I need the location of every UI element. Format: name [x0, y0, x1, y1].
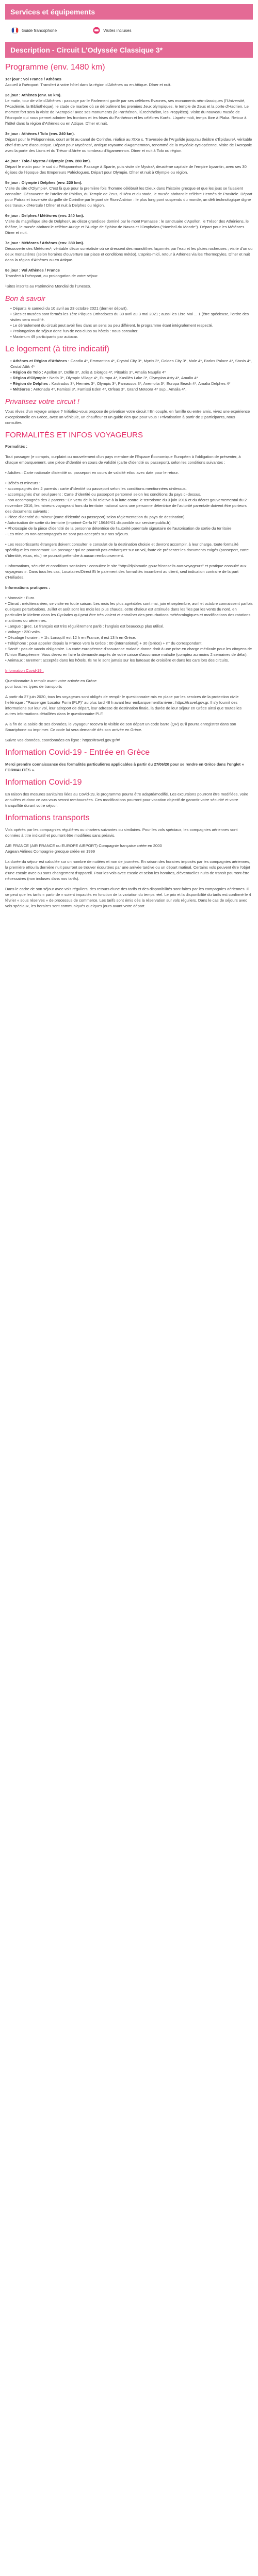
- service-guide: [11, 27, 57, 34]
- day-2: 2e jour : Athènes (env. 60 km). Le matin, tour de ville d'Athènes : passage par le Parlement gardé par ses célèbres Evzones, ses monuments néo-classiques (l'Université, l'Académie, la Bibliothèque), le stade de marbre où se déroulèrent les premiers Jeux olympiques, le temple de Zeus et la porte d'Hadrien. Le moment fort sera la visite de l'Acropole¹ avec ses monuments (le Parthénon, l'Érechthéion, les Propylées). Visite du nouveau musée de l'Acropole qui nous permet admirer les frontons et les frises du Parthénon et les célèbres Korés. L'après-midi, temps libre à Plaka. Retour à l'hôtel dans la région d'Athènes ou en Attique. Dîner et nuit.: [5, 93, 249, 126]
- covid-title: Information Covid-19: [5, 778, 82, 787]
- transports-para: AIR FRANCE (AIR FRANCE ou EUROPE AIRPORT) Compagnie française créée en 2000 Aegean Airlines Compagnie grecque créée en 1999: [5, 843, 162, 854]
- infos-pratiques-heading: Informations pratiques :: [5, 585, 50, 590]
- formalites-para: • Informations, sécurité et conditions sanitaires : consultez le site "http://diplomatie.gouv.fr/conseils-aux-voyageurs" et pratique consulté aux voyageurs ». Dans tous les cas, Locataires/Direct Et le paiement des formalités incombent au client, seul indication contraire de la part d'Héliades.: [5, 564, 247, 580]
- services-list: [5, 25, 253, 37]
- formalites-para: Suivre vos données, coordonnées en ligne : https://travel.gov.gr/#/: [5, 738, 120, 742]
- logement-list: [5, 358, 253, 392]
- transports-para: Dans le cadre de son séjour avec vols réguliers, des retours d'une des tarifs et des disponibilités sont faites par les compagnies aériennes. Il se peut que les tarifs « partir de » soient impactés en fonction de la variation du temps réel. Le prix et la disponibilité du tarifs est confirmé le 4 février « sous réserves » de processus de commerce. Les tarifs sont émis dès la réservation sur vols réguliers. Dans le cas de séjours avec vols spéciaux, les horaires sont communiqués quelques jours avant votre départ.: [5, 887, 251, 908]
- formalites-para: • Les ressortissants étrangers doivent consulter le consulat de la destination choisie et devront accomplir, à leur charge, toute formalité spécifique les concernant. Un passager qui ne pourrait pas embarquer sur un vol, faute de présenter les documents exigés (passeport, carte d'identité, visas, etc.) ne pourrait prétendre à aucun remboursement.: [5, 542, 249, 558]
- transports-para: Vols opérés par les compagnies régulières ou charters suivantes ou similaires. Pour les vols spéciaux, les compagnies aériennes sont données à titre indicatif et pourront être modifiées sans préavis.: [5, 827, 238, 838]
- list-item: • Région de Tolo : Apollon 3*, Dolfin 3*, Jolis & Giorgos 4*, Pitsakis 3*, Amalia Nauplie 4*: [10, 369, 253, 375]
- list-item: • Région de Delphes : Kastrados 3*, Hermès 3*, Olympic 3*, Parnassos 3*, Anemolia 3*, Europa Beach 4*, Amalia Delphes 4*: [10, 381, 253, 386]
- formalites-title: FORMALITÉS ET INFOS VOYAGEURS: [5, 431, 143, 439]
- formalites-para: • Adultes : Carte nationale d'identité ou passeport en cours de validité et/ou avec date pour le retour.: [5, 470, 179, 475]
- list-item: • Maximum 49 participants par autocar.: [10, 334, 253, 340]
- covid-text: En raison des mesures sanitaires liées au Covid-19, le programme pourra être adapté/modifié. Les excursions pourront être modifiées, voire annulées et donc ce cas vous seront remboursées. Ces modifications pourront pour vocation objectif de garantir votre sécurité et votre tranquillité durant votre séjour.: [5, 792, 249, 808]
- description-header: Description - Circuit L'Odyssée Classique 3*: [5, 42, 253, 58]
- day-4: 4e jour : Tolo / Mystra / Olympie (env. 280 km). Départ le matin pour le sud du Péloponnèse. Passage à Sparte, puis visite de Mystra¹, deuxième capitale de l'empire byzantin, avec ses 30 églises de l'époque des Empereurs Paléologues. Départ pour Olympie. Dîner et nuit à Olympie ou région.: [5, 159, 247, 175]
- transports-para: La durée du séjour est calculée sur un nombre de nuitées et non de journées. En raison des horaires imposés par les compagnies aériennes, la première et/ou la dernière nuit pourront se trouver écourtées par une arrivée tardive ou un départ matinal. Certains vols peuvent être l'objet d'une escale avec ou sans changement d'appareil. Pour les vols avec escale et selon les horaires, d'éventuelles nuits de transit pourront être nécessaires (non incluses dans nos tarifs).: [5, 859, 250, 881]
- day-6: 6e jour : Delphes / Météores (env. 240 km). Visite du magnifique site de Delphes¹, au décor grandiose dominé par le mont Parnasse : le sanctuaire d'Apollon, le Trésor des Athéniens, le théâtre, le musée abritant le célèbre Aurige et l'Aurige de Sphinx de Naxos et l'Omphalos ("Nombril du Monde"). Départ pour les Météores. Dîner et nuit.: [5, 213, 249, 235]
- list-item: • Prolongation de séjour donc l'un de nos clubs ou hôtels : nous consulter.: [10, 328, 253, 334]
- formalites-para: • Monnaie : Euro. • Climat : méditerranéen, se visite en toute saison. Les mois les plus agréables sont mai, juin et septembre, avril et octobre connaissent parfois quelques perturbations. Juillet et août sont les mois les plus chauds, cette chaleur est atténuée dans les îles par les vents du nord, en particulier le Meltem dans les Cyclades qui peut être très violent et entraîner des perturbations météorologiques et modifications des rotations maritimes ou aériennes. • Langue : grec. Le français est très régulièrement parlé : l'anglais est beaucoup plus utilisé. • Voltage : 220 volts. • Décalage horaire : + 1h. Lorsqu'il est 12 h en France, il est 13 h en Grèce. • Téléphone : pour appeler depuis la France vers la Grèce : 00 (international) + 30 (Grèce) + n° du correspondant. • Santé : pas de vaccin obligatoire. La carte européenne d'assurance maladie donne droit à une prise en charge médicale pour les citoyens de l'Union Européenne. Vous devez en faire la demande auprès de votre caisse d'assurance maladie (comptez au moins 2 semaines de délai). • Animaux : rarement acceptés dans les hôtels. Ils ne le sont jamais sur les bateaux de croisière et dans les cars lors des circuits.: [5, 596, 253, 663]
- services-header: Services et équipements: [5, 4, 253, 20]
- list-item: • Le déroulement du circuit peut avoir lieu dans un sens ou peu différent, le programme étant intégralement respecté.: [10, 323, 253, 328]
- formalites-para: A la fin de la saisie de ses données, le voyageur recevra le visible de son départ un code barre (QR) qu'il pourra enregistrer dans son Smartphone ou imprimer. Ce code lui sera demandé dès son arrivée en Grèce.: [5, 722, 236, 732]
- covid-entree-text: Merci prendre connaissance des formalités particulières applicables à partir du 27/06/20 pour se rendre en Grèce dans l'onglet « FORMALITÉS ».: [5, 762, 244, 772]
- transports-title: Informations transports: [5, 814, 90, 822]
- logement-title: Le logement (à titre indicatif): [5, 345, 109, 353]
- day-5: 5e jour : Olympie / Delphes (env. 220 km). Visite du site d'Olympie¹. C'est là que pour la première fois l'homme célébrait les Dieux dans l'histoire grecque et que les jeux se faisaient connaître. Découverte de l'atelier de Phidias, du Temple de Zeus, d'Héra et du stade, le musée abritant le célèbre Hermès de Praxitèle. Départ pour Patras et traversée du golfe de Corinthe par le pont de Rion-Antirion : le plus long pont suspendu du monde, un défi technologique digne des travaux d'Hercule ! Dîner et nuit à Delphes ou région.: [5, 180, 252, 208]
- programme-title: Programme (env. 1480 km): [5, 63, 105, 72]
- page: [0, 0, 258, 909]
- privatisez-title: Privatisez votre circuit !: [5, 397, 79, 405]
- day-7: 7e jour : Météores / Athènes (env. 380 km). Découverte des Météores¹, véritable décor surréaliste où se dressent des monolithes façonnés par l'eau et les pluies rocheuses ; visite d'un ou deux monastères (selon horaires d'ouverture sur place et conditions météo). L'après-midi, retour à Athènes via les Thermopyles. Dîner et nuit dans la région d'Athènes ou en Attique.: [5, 241, 253, 262]
- service-guide-label: Guide francophone: [22, 28, 57, 33]
- covid-entree-title: Information Covid-19 - Entrée en Grèce: [5, 748, 150, 757]
- list-item: • Sites et musées sont fermés les 1ère Pâques Orthodoxes du 30 avril au 3 mai 2021 ; aussi les 1ère Mai ... 1 (être spécieuse, l'ordre des visites sera modifié.: [10, 311, 253, 323]
- privatisez-text: Vous rêvez d'un voyage unique ? Initialiez-vous propose de privatiser votre circuit ! En couple, en famille ou entre amis, vivez une expérience exceptionnelle en Grèce, avec un véhicule, un chauffeur et un guide rien que pour vous ! Privatisation à partir de 2 participants, nous consulter.: [5, 409, 250, 425]
- covid-link[interactable]: Information Covid-19 :: [5, 668, 44, 673]
- formalites-para: Questionnaire à remplir avant votre arrivée en Grèce pour tous les types de transports: [5, 679, 97, 689]
- formalites-para: • Bébés et mineurs : - accompagnés des 2 parents : carte d'identité ou passeport selon les conditions mentionnées ci-dessus. - accompagnés d'un seul parent : Carte d'identité ou passeport personnel selon les conditions du pays ci-dessus. - non accompagnés des 2 parents : En vertu de la loi relative à la lutte contre le terrorisme du 3 juin 2016 et du décret gouvernemental du 2 novembre 2016, les mineurs voyageant hors du territoire national sans une personne détentrice de l'autorité parentale doivent être porteurs des documents suivants : • Pièce d'identité du mineur (carte d'identité ou passeport) selon réglementation du pays de destination) • Autorisation de sortie du territoire (imprimé Cerfa N° 15646*01 disponible sur service-public.fr) • Photocopie de la pièce d'identité de la personne détentrice de l'autorité parentale signataire de l'autorisation de sortie du territoire - Les mineurs non accompagnés ne sont pas acceptés sur nos séjours.: [5, 481, 247, 536]
- list-item: • Départs le samedi du 10 avril au 23 octobre 2021 (dernier départ).: [10, 306, 253, 311]
- day-3: 3e jour : Athènes / Tolo (env. 240 km). Départ pour le Péloponnèse, court arrêt au canal de Corinthe, réalisé au XIXe s. Traversée de l'Argolide jusqu'au théâtre d'Épidaure¹, véritable chef-d'œuvre d'acoustique. Départ pour Mycènes¹, antique royaume d'Agamemnon, renommé de la mycéale cyclopéenne. Visite de l'Acropole avec la porte des Lions et du Trésor d'Atrée ou tombeau d'Agamemnon. Dîner et nuit à Tolo ou région.: [5, 131, 252, 153]
- list-item: • Région d'Olympie : Neda 3*, Olympic Village 4*, Europa 4*, Kasiliès Lake 3*, Olympion Asty 4*, Amalia 4*: [10, 375, 253, 381]
- day-8: 8e jour : Vol Athènes / France Transfert à l'aéroport, ou prolongation de votre séjour.: [5, 268, 99, 278]
- formalites-para: A partir du 27 juin 2020, tous les voyageurs sont obligés de remplir le questionnaire mis en place par les services de la protection civile hellénique : "Passenger Locator Form (PLF)" au plus tard 48 h avant leur embarquement/arrivée : https://travel.gov.gr. Il s'y fournit des informations sur leur vol, leur aéroport de départ, leur adresse de destination finale, la durée de leur séjour en Grèce ainsi que toutes les autres informations détaillées dans le questionnaire PLF.: [5, 694, 241, 716]
- bon-a-savoir-title: Bon à savoir: [5, 294, 45, 302]
- list-item: • Météores : Antonada 4*, Famissi 3*, Famissi Eden 4*, Orfeas 3*, Grand Meteora 4* sup., Amalia 4*.: [10, 386, 253, 392]
- bon-a-savoir-list: [5, 306, 253, 340]
- list-item: • Athènes et Région d'Athènes : Candia 4*, Emmantina 4*, Crystal City 3*, Myrtis 3*, Golden City 3*, Male 4*, Barlos Palace 4*, Stasis 4*, Cristal Attik 4*: [10, 358, 253, 369]
- guide-flag-icon: [11, 27, 19, 34]
- day-1: 1er jour : Vol France / Athènes Accueil à l'aéroport. Transfert à votre hôtel dans la région d'Athènes ou en Attique. Dîner et nuit.: [5, 77, 172, 87]
- formalites-subtitle: Formalités :: [5, 444, 28, 449]
- programme-days: [5, 76, 253, 289]
- service-visites-label: Visites incluses: [103, 28, 132, 33]
- unesco-note: ¹Sites inscrits au Patrimoine Mondial de l'Unesco.: [5, 284, 91, 289]
- ticket-icon: [93, 27, 100, 34]
- service-visites: [93, 27, 132, 34]
- formalites-para: Tout passager (e compris, ourplaint ou nouvelement d'un pays membre de l'Espace Économique Européen à l'obligation de présenter, à chaque embarquement, une pièce d'identité en cours de validité (carte d'identité ou passeport), selon les conditions suivantes :: [5, 454, 241, 465]
